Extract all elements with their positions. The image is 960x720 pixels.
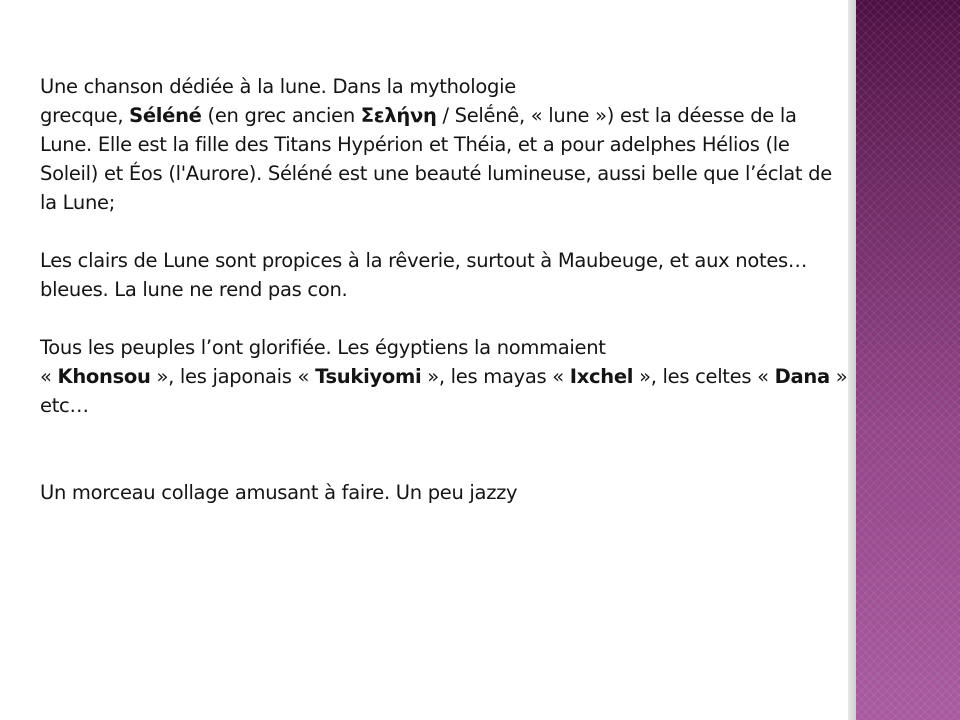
text-segment: » etc… (40, 365, 848, 417)
text-segment: », les mayas « (421, 365, 570, 388)
bold-name-dana: Dana (774, 365, 830, 388)
paragraph-selene (40, 72, 850, 217)
slide-text-body (40, 72, 850, 507)
text-line: Une chanson dédiée à la lune. Dans la mythologie (40, 75, 516, 98)
decorative-side-band (856, 0, 960, 720)
paragraph-spacer (40, 217, 850, 246)
text-segment: (en grec ancien (201, 104, 361, 127)
text-segment: », les celtes « (633, 365, 775, 388)
paragraph-clairs-de-lune (40, 246, 850, 304)
text-segment: / Selḗnê, « lune ») est la déesse de la Lune. Elle est la fille des Titans Hypérion et Théia, et a pour adelphes Hélios (le Soleil) et Éos (l'Aurore). Séléné est une beauté lumineuse, aussi belle que l’éclat de la Lune; (40, 104, 832, 214)
bold-name-khonsou: Khonsou (57, 365, 151, 388)
bold-greek-name: Σελήνη (360, 104, 437, 127)
text-segment: grecque, (40, 104, 130, 127)
paragraph-peuples (40, 333, 850, 420)
text-segment: Les clairs de Lune sont propices à la rêverie, surtout à Maubeuge, et aux notes…bleues. La lune ne rend pas con. (40, 249, 808, 301)
text-line: Tous les peuples l’ont glorifiée. Les égyptiens la nommaient (40, 336, 606, 359)
text-segment: « (40, 365, 58, 388)
paragraph-spacer (40, 304, 850, 333)
bold-name-tsukiyomi: Tsukiyomi (315, 365, 422, 388)
text-segment: », les japonais « (150, 365, 316, 388)
bold-name-selene: Séléné (129, 104, 202, 127)
text-segment: Un morceau collage amusant à faire. Un peu jazzy (40, 481, 518, 504)
bold-name-ixchel: Ixchel (569, 365, 634, 388)
paragraph-morceau (40, 478, 850, 507)
paragraph-spacer (40, 420, 850, 478)
